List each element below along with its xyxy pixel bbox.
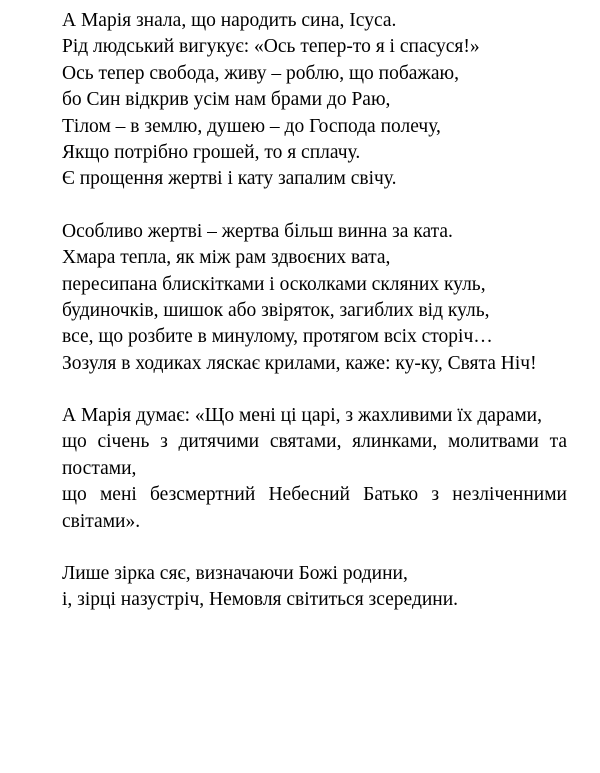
poem-line: Зозуля в ходиках ляскає крилами, каже: ку-ку, Свята Ніч! bbox=[62, 352, 537, 374]
poem-line: Особливо жертві – жертва більш винна за ката. bbox=[62, 220, 453, 242]
poem-line: все, що розбите в минулому, протягом всіх сторіч… bbox=[62, 326, 493, 348]
poem-line: пересипана блискітками і осколками скляних куль, bbox=[62, 273, 486, 295]
stanza-2 bbox=[62, 219, 567, 377]
poem-line: А Марія думає: «Що мені ці царі, з жахливими їх дарами, bbox=[62, 405, 542, 427]
poem-line: Лише зірка сяє, визначаючи Божі родини, bbox=[62, 563, 408, 585]
poem-line: Ось тепер свобода, живу – роблю, що побажаю, bbox=[62, 62, 459, 84]
poem-line: бо Син відкрив усім нам брами до Раю, bbox=[62, 89, 391, 111]
poem-line: що мені безсмертний Небесний Батько з незліченними світами». bbox=[62, 484, 567, 532]
poem-line: Рід людський вигукує: «Ось тепер-то я і спасуся!» bbox=[62, 36, 480, 58]
poem-page bbox=[62, 8, 567, 640]
poem-line: Тілом – в землю, душею – до Господа полечу, bbox=[62, 115, 441, 137]
poem-line: що січень з дитячими святами, ялинками, молитвами та постами, bbox=[62, 431, 567, 479]
poem-line: А Марія знала, що народить сина, Ісуса. bbox=[62, 10, 397, 31]
poem-line: будиночків, шишок або звіряток, загиблих від куль, bbox=[62, 299, 490, 321]
stanza-1 bbox=[62, 8, 567, 193]
stanza-3 bbox=[62, 403, 567, 535]
poem-line: Якщо потрібно грошей, то я сплачу. bbox=[62, 141, 361, 163]
stanza-4 bbox=[62, 561, 567, 614]
poem-line: Хмара тепла, як між рам здвоєних вата, bbox=[62, 247, 391, 269]
poem-line: і, зірці назустріч, Немовля світиться зсередини. bbox=[62, 589, 459, 611]
poem-line: Є прощення жертві і кату запалим свічу. bbox=[62, 168, 397, 190]
